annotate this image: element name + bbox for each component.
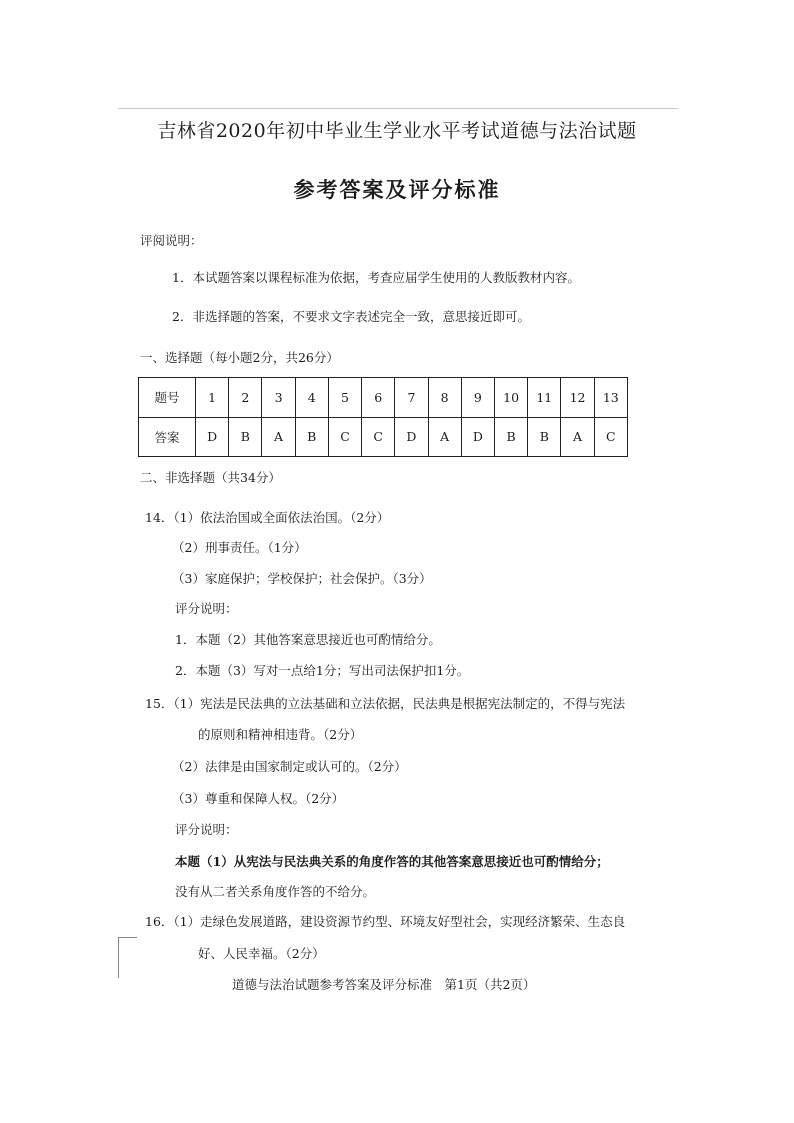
- answer-cell: B: [528, 417, 561, 457]
- note-item: 2．非选择题的答案，不要求文字表述完全一致，意思接近即可。: [172, 309, 530, 324]
- q14-line: （3）家庭保护；学校保护；社会保护。（3分）: [172, 571, 432, 586]
- document-subtitle: 参考答案及评分标准: [293, 177, 501, 202]
- answer-cell: D: [196, 417, 229, 457]
- answer-cell: D: [395, 417, 428, 457]
- answer-cell: B: [229, 417, 262, 457]
- note-item: 1．本试题答案以课程标准为依据，考查应届学生使用的人教版教材内容。: [172, 270, 580, 285]
- question-number: 3: [262, 378, 295, 418]
- section2-heading: 二、非选择题（共34分）: [140, 470, 281, 485]
- row-label-number: 题号: [139, 378, 196, 418]
- answer-cell: A: [428, 417, 461, 457]
- answer-cell: C: [594, 417, 627, 457]
- q14-line: （2）刑事责任。（1分）: [172, 540, 307, 555]
- answer-cell: C: [362, 417, 395, 457]
- scan-corner-mark: [118, 937, 137, 978]
- q15-line: 15．（1）宪法是民法典的立法基础和立法依据，民法典是根据宪法制定的，不得与宪法: [145, 696, 626, 711]
- question-number: 12: [561, 378, 594, 418]
- question-number: 13: [594, 378, 627, 418]
- table-row-numbers: [139, 378, 628, 418]
- q14-note: 1．本题（2）其他答案意思接近也可酌情给分。: [175, 632, 441, 647]
- q15-line: 的原则和精神相违背。（2分）: [198, 727, 363, 742]
- question-number: 5: [328, 378, 361, 418]
- question-number: 6: [362, 378, 395, 418]
- q14-notes-heading: 评分说明：: [175, 601, 238, 616]
- question-number: 11: [528, 378, 561, 418]
- q15-line: （2）法律是由国家制定或认可的。（2分）: [172, 759, 407, 774]
- answer-cell: A: [262, 417, 295, 457]
- question-number: 1: [196, 378, 229, 418]
- answer-table: [138, 377, 628, 457]
- section1-heading: 一、选择题（每小题2分，共26分）: [140, 350, 339, 365]
- question-number: 9: [461, 378, 494, 418]
- answer-cell: A: [561, 417, 594, 457]
- answer-cell: B: [295, 417, 328, 457]
- q14-note: 2．本题（3）写对一点给1分；写出司法保护扣1分。: [175, 663, 470, 678]
- page-footer: 道德与法治试题参考答案及评分标准 第1页（共2页）: [232, 977, 536, 992]
- answer-cell: C: [328, 417, 361, 457]
- q15-note: 没有从二者关系角度作答的不给分。: [175, 884, 376, 899]
- q16-line: 16．（1）走绿色发展道路，建设资源节约型、环境友好型社会，实现经济繁荣、生态良: [145, 914, 626, 929]
- q15-note: 本题（1）从宪法与民法典关系的角度作答的其他答案意思接近也可酌情给分；: [175, 854, 609, 869]
- document-title: 吉林省2020年初中毕业生学业水平考试道德与法治试题: [157, 120, 637, 142]
- notes-heading: 评阅说明：: [140, 233, 203, 248]
- q14-line: 14．（1）依法治国或全面依法治国。（2分）: [145, 510, 390, 525]
- question-number: 2: [229, 378, 262, 418]
- question-number: 10: [494, 378, 527, 418]
- question-number: 4: [295, 378, 328, 418]
- row-label-answer: 答案: [139, 417, 196, 457]
- question-number: 8: [428, 378, 461, 418]
- q15-notes-heading: 评分说明：: [175, 822, 238, 837]
- q16-line: 好、人民幸福。（2分）: [198, 946, 325, 961]
- answer-cell: B: [494, 417, 527, 457]
- q15-line: （3）尊重和保障人权。（2分）: [172, 791, 345, 806]
- answer-cell: D: [461, 417, 494, 457]
- question-number: 7: [395, 378, 428, 418]
- top-rule: [118, 108, 678, 109]
- table-row-answers: [139, 417, 628, 457]
